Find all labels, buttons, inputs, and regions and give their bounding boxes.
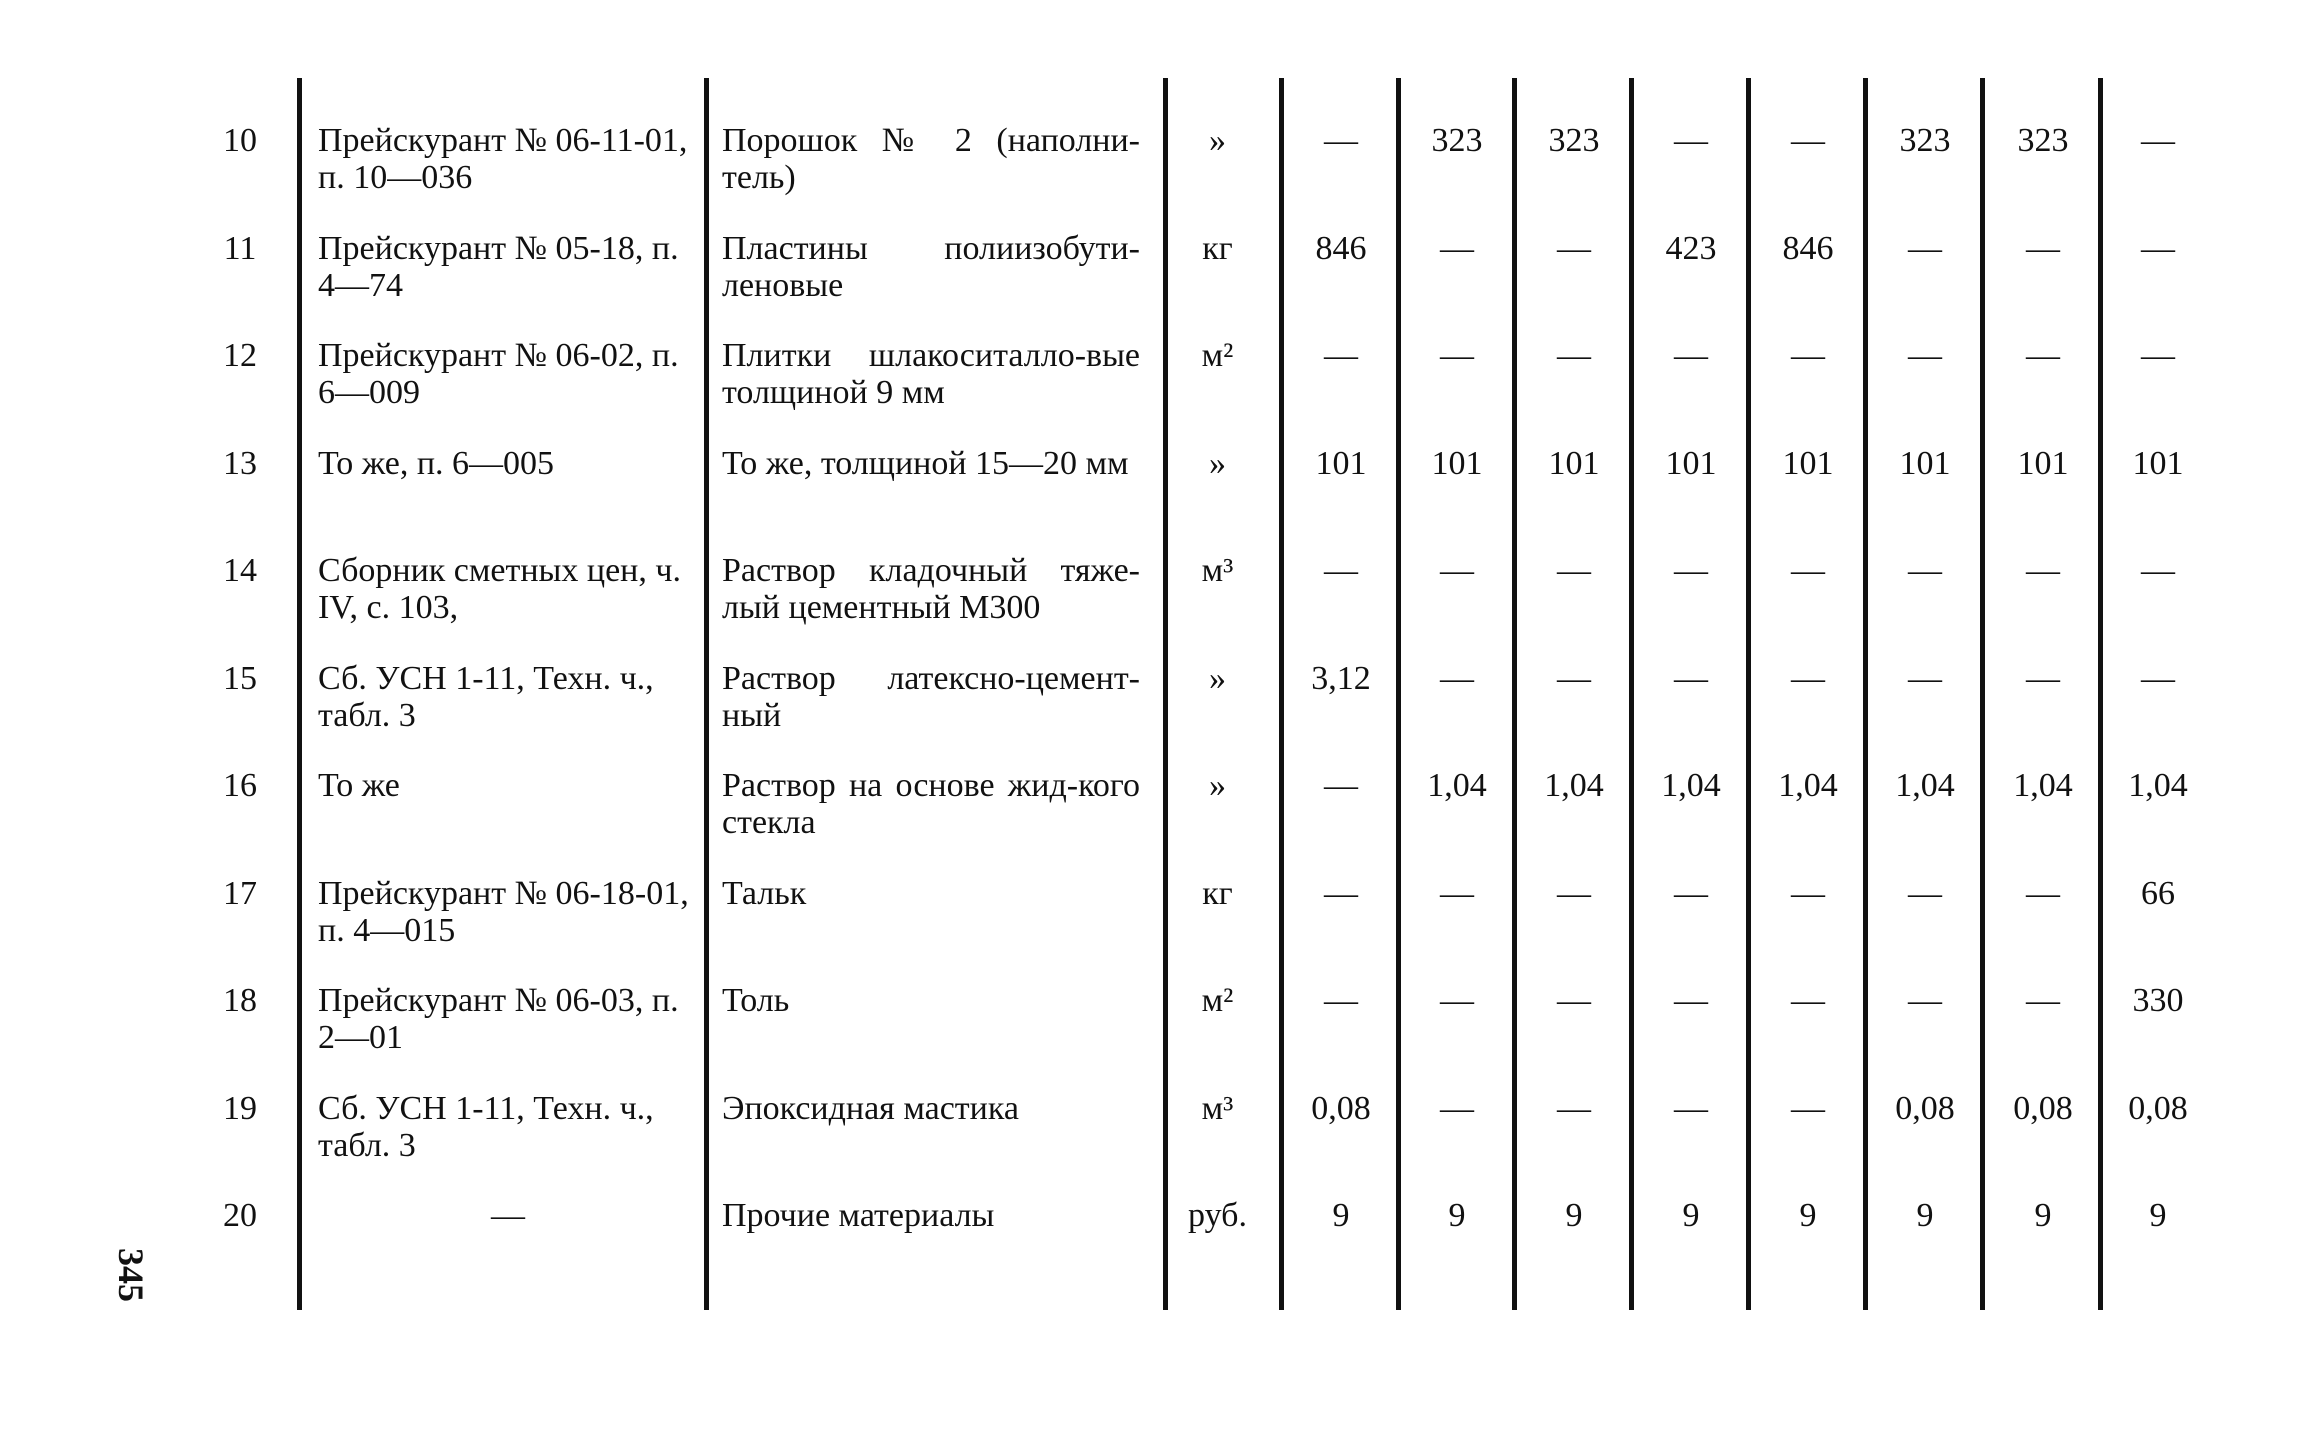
value-col-2: —	[1440, 659, 1474, 697]
value-col-4: 101	[1665, 444, 1717, 482]
value-col-8: 101	[2132, 444, 2184, 482]
value-col-4: —	[1674, 982, 1708, 1019]
unit-of-measure: м²	[1201, 337, 1234, 374]
value-col-7: —	[2026, 982, 2060, 1019]
value-col-7: —	[2026, 874, 2060, 912]
value-col-7: 9	[2034, 1197, 2052, 1234]
table-row	[0, 122, 2317, 222]
value-col-1: 9	[1332, 1197, 1350, 1234]
value-col-8: 330	[2132, 982, 2184, 1019]
material-name: Толь	[722, 982, 790, 1019]
value-col-7: —	[2026, 659, 2060, 697]
value-col-2: —	[1440, 874, 1474, 912]
value-col-5: —	[1791, 122, 1825, 159]
row-number: 12	[223, 337, 257, 374]
table-row	[0, 875, 2317, 975]
value-col-2: —	[1440, 337, 1474, 374]
value-col-1: —	[1324, 337, 1358, 374]
value-col-6: 9	[1916, 1197, 1934, 1234]
value-col-5: —	[1791, 1089, 1825, 1127]
source-reference: Прейскурант № 05-18, п. 4—74	[318, 229, 679, 304]
value-col-2: —	[1440, 229, 1474, 267]
value-col-3: 9	[1565, 1197, 1583, 1234]
value-col-7: —	[2026, 552, 2060, 589]
value-col-3: —	[1557, 337, 1591, 374]
value-col-1: —	[1324, 767, 1358, 804]
material-name: Пластины полиизобути-леновые	[722, 229, 1140, 304]
row-number: 15	[223, 659, 257, 697]
value-col-7: 1,04	[2013, 767, 2073, 804]
value-col-5: 1,04	[1778, 767, 1838, 804]
material-name: Плитки шлакоситалло-вые толщиной 9 мм	[722, 337, 1140, 411]
value-col-5: 101	[1782, 444, 1834, 482]
value-col-3: —	[1557, 982, 1591, 1019]
value-col-4: —	[1674, 1089, 1708, 1127]
value-col-4: —	[1674, 337, 1708, 374]
value-col-1: —	[1324, 874, 1358, 912]
source-reference: То же, п. 6—005	[318, 444, 555, 482]
value-col-5: 846	[1782, 229, 1834, 267]
table-row	[0, 337, 2317, 437]
value-col-8: 0,08	[2128, 1089, 2188, 1127]
value-col-8: 1,04	[2128, 767, 2188, 804]
value-col-1: —	[1324, 122, 1358, 159]
value-col-7: —	[2026, 337, 2060, 374]
value-col-4: 9	[1682, 1197, 1700, 1234]
unit-of-measure: м²	[1201, 982, 1234, 1019]
value-col-3: —	[1557, 659, 1591, 697]
table-row	[0, 1090, 2317, 1190]
value-col-8: —	[2141, 552, 2175, 589]
value-col-4: —	[1674, 122, 1708, 159]
unit-of-measure: м³	[1201, 552, 1234, 589]
value-col-6: 323	[1899, 122, 1951, 159]
table-row	[0, 552, 2317, 652]
value-col-8: —	[2141, 659, 2175, 697]
value-col-7: —	[2026, 229, 2060, 267]
value-col-3: 1,04	[1544, 767, 1604, 804]
unit-of-measure: »	[1209, 444, 1226, 482]
table-row	[0, 445, 2317, 545]
value-col-6: 1,04	[1895, 767, 1955, 804]
value-col-4: —	[1674, 659, 1708, 697]
value-col-4: —	[1674, 552, 1708, 589]
value-col-4: 423	[1665, 229, 1717, 267]
value-col-7: 323	[2017, 122, 2069, 159]
value-col-6: —	[1908, 337, 1942, 374]
material-name: Раствор кладочный тяже-лый цементный М300	[722, 552, 1140, 626]
value-col-8: —	[2141, 337, 2175, 374]
source-reference: Сборник сметных цен, ч. IV, с. 103,	[318, 552, 681, 626]
value-col-4: 1,04	[1661, 767, 1721, 804]
value-col-2: —	[1440, 1089, 1474, 1127]
table-row	[0, 1197, 2317, 1297]
value-col-2: 9	[1448, 1197, 1466, 1234]
material-name: Тальк	[722, 874, 807, 912]
value-col-6: —	[1908, 229, 1942, 267]
source-reference: —	[491, 1197, 525, 1234]
material-name: Эпоксидная мастика	[722, 1089, 1019, 1127]
table-row	[0, 767, 2317, 867]
unit-of-measure: »	[1209, 659, 1226, 697]
value-col-3: —	[1557, 874, 1591, 912]
value-col-2: —	[1440, 982, 1474, 1019]
source-reference: Прейскурант № 06-03, п. 2—01	[318, 982, 679, 1056]
row-number: 19	[223, 1089, 257, 1127]
unit-of-measure: м³	[1201, 1089, 1234, 1127]
value-col-1: —	[1324, 982, 1358, 1019]
row-number: 16	[223, 767, 257, 804]
page-number: 345	[111, 1248, 151, 1302]
row-number: 18	[223, 982, 257, 1019]
value-col-5: 9	[1799, 1197, 1817, 1234]
value-col-6: 0,08	[1895, 1089, 1955, 1127]
value-col-3: —	[1557, 229, 1591, 267]
row-number: 13	[223, 444, 257, 482]
source-reference: Прейскурант № 06-11-01, п. 10—036	[318, 122, 688, 196]
source-reference: То же	[318, 767, 400, 804]
material-name: Прочие материалы	[722, 1197, 995, 1234]
value-col-1: 0,08	[1311, 1089, 1371, 1127]
value-col-6: —	[1908, 552, 1942, 589]
unit-of-measure: »	[1209, 767, 1226, 804]
value-col-7: 101	[2017, 444, 2069, 482]
material-name: То же, толщиной 15—20 мм	[722, 444, 1129, 482]
table-row	[0, 230, 2317, 330]
value-col-3: 101	[1548, 444, 1600, 482]
value-col-3: —	[1557, 552, 1591, 589]
value-col-5: —	[1791, 552, 1825, 589]
value-col-3: 323	[1548, 122, 1600, 159]
material-name: Порошок № 2 (наполни-тель)	[722, 122, 1140, 196]
source-reference: Сб. УСН 1-11, Техн. ч., табл. 3	[318, 659, 654, 734]
unit-of-measure: руб.	[1188, 1197, 1247, 1234]
value-col-5: —	[1791, 874, 1825, 912]
value-col-6: —	[1908, 874, 1942, 912]
row-number: 14	[223, 552, 257, 589]
value-col-8: 66	[2141, 874, 2175, 912]
value-col-4: —	[1674, 874, 1708, 912]
value-col-1: 3,12	[1311, 659, 1371, 697]
material-name: Раствор латексно-цемент-ный	[722, 659, 1140, 734]
value-col-2: 101	[1431, 444, 1483, 482]
row-number: 20	[223, 1197, 257, 1234]
unit-of-measure: кг	[1202, 229, 1233, 267]
value-col-5: —	[1791, 659, 1825, 697]
value-col-6: —	[1908, 982, 1942, 1019]
value-col-8: 9	[2149, 1197, 2167, 1234]
value-col-3: —	[1557, 1089, 1591, 1127]
unit-of-measure: »	[1209, 122, 1226, 159]
row-number: 11	[223, 229, 257, 267]
value-col-5: —	[1791, 982, 1825, 1019]
value-col-5: —	[1791, 337, 1825, 374]
value-col-1: 101	[1315, 444, 1367, 482]
value-col-7: 0,08	[2013, 1089, 2073, 1127]
row-number: 10	[223, 122, 257, 159]
source-reference: Прейскурант № 06-18-01, п. 4—015	[318, 874, 689, 949]
unit-of-measure: кг	[1202, 874, 1233, 912]
value-col-2: 1,04	[1427, 767, 1487, 804]
source-reference: Сб. УСН 1-11, Техн. ч., табл. 3	[318, 1089, 654, 1164]
value-col-6: —	[1908, 659, 1942, 697]
value-col-1: —	[1324, 552, 1358, 589]
value-col-2: —	[1440, 552, 1474, 589]
value-col-8: —	[2141, 122, 2175, 159]
table-row	[0, 660, 2317, 760]
row-number: 17	[223, 874, 257, 912]
source-reference: Прейскурант № 06-02, п. 6—009	[318, 337, 679, 411]
value-col-6: 101	[1899, 444, 1951, 482]
material-name: Раствор на основе жид-кого стекла	[722, 767, 1140, 841]
value-col-1: 846	[1315, 229, 1367, 267]
value-col-8: —	[2141, 229, 2175, 267]
value-col-2: 323	[1431, 122, 1483, 159]
table-row	[0, 982, 2317, 1082]
